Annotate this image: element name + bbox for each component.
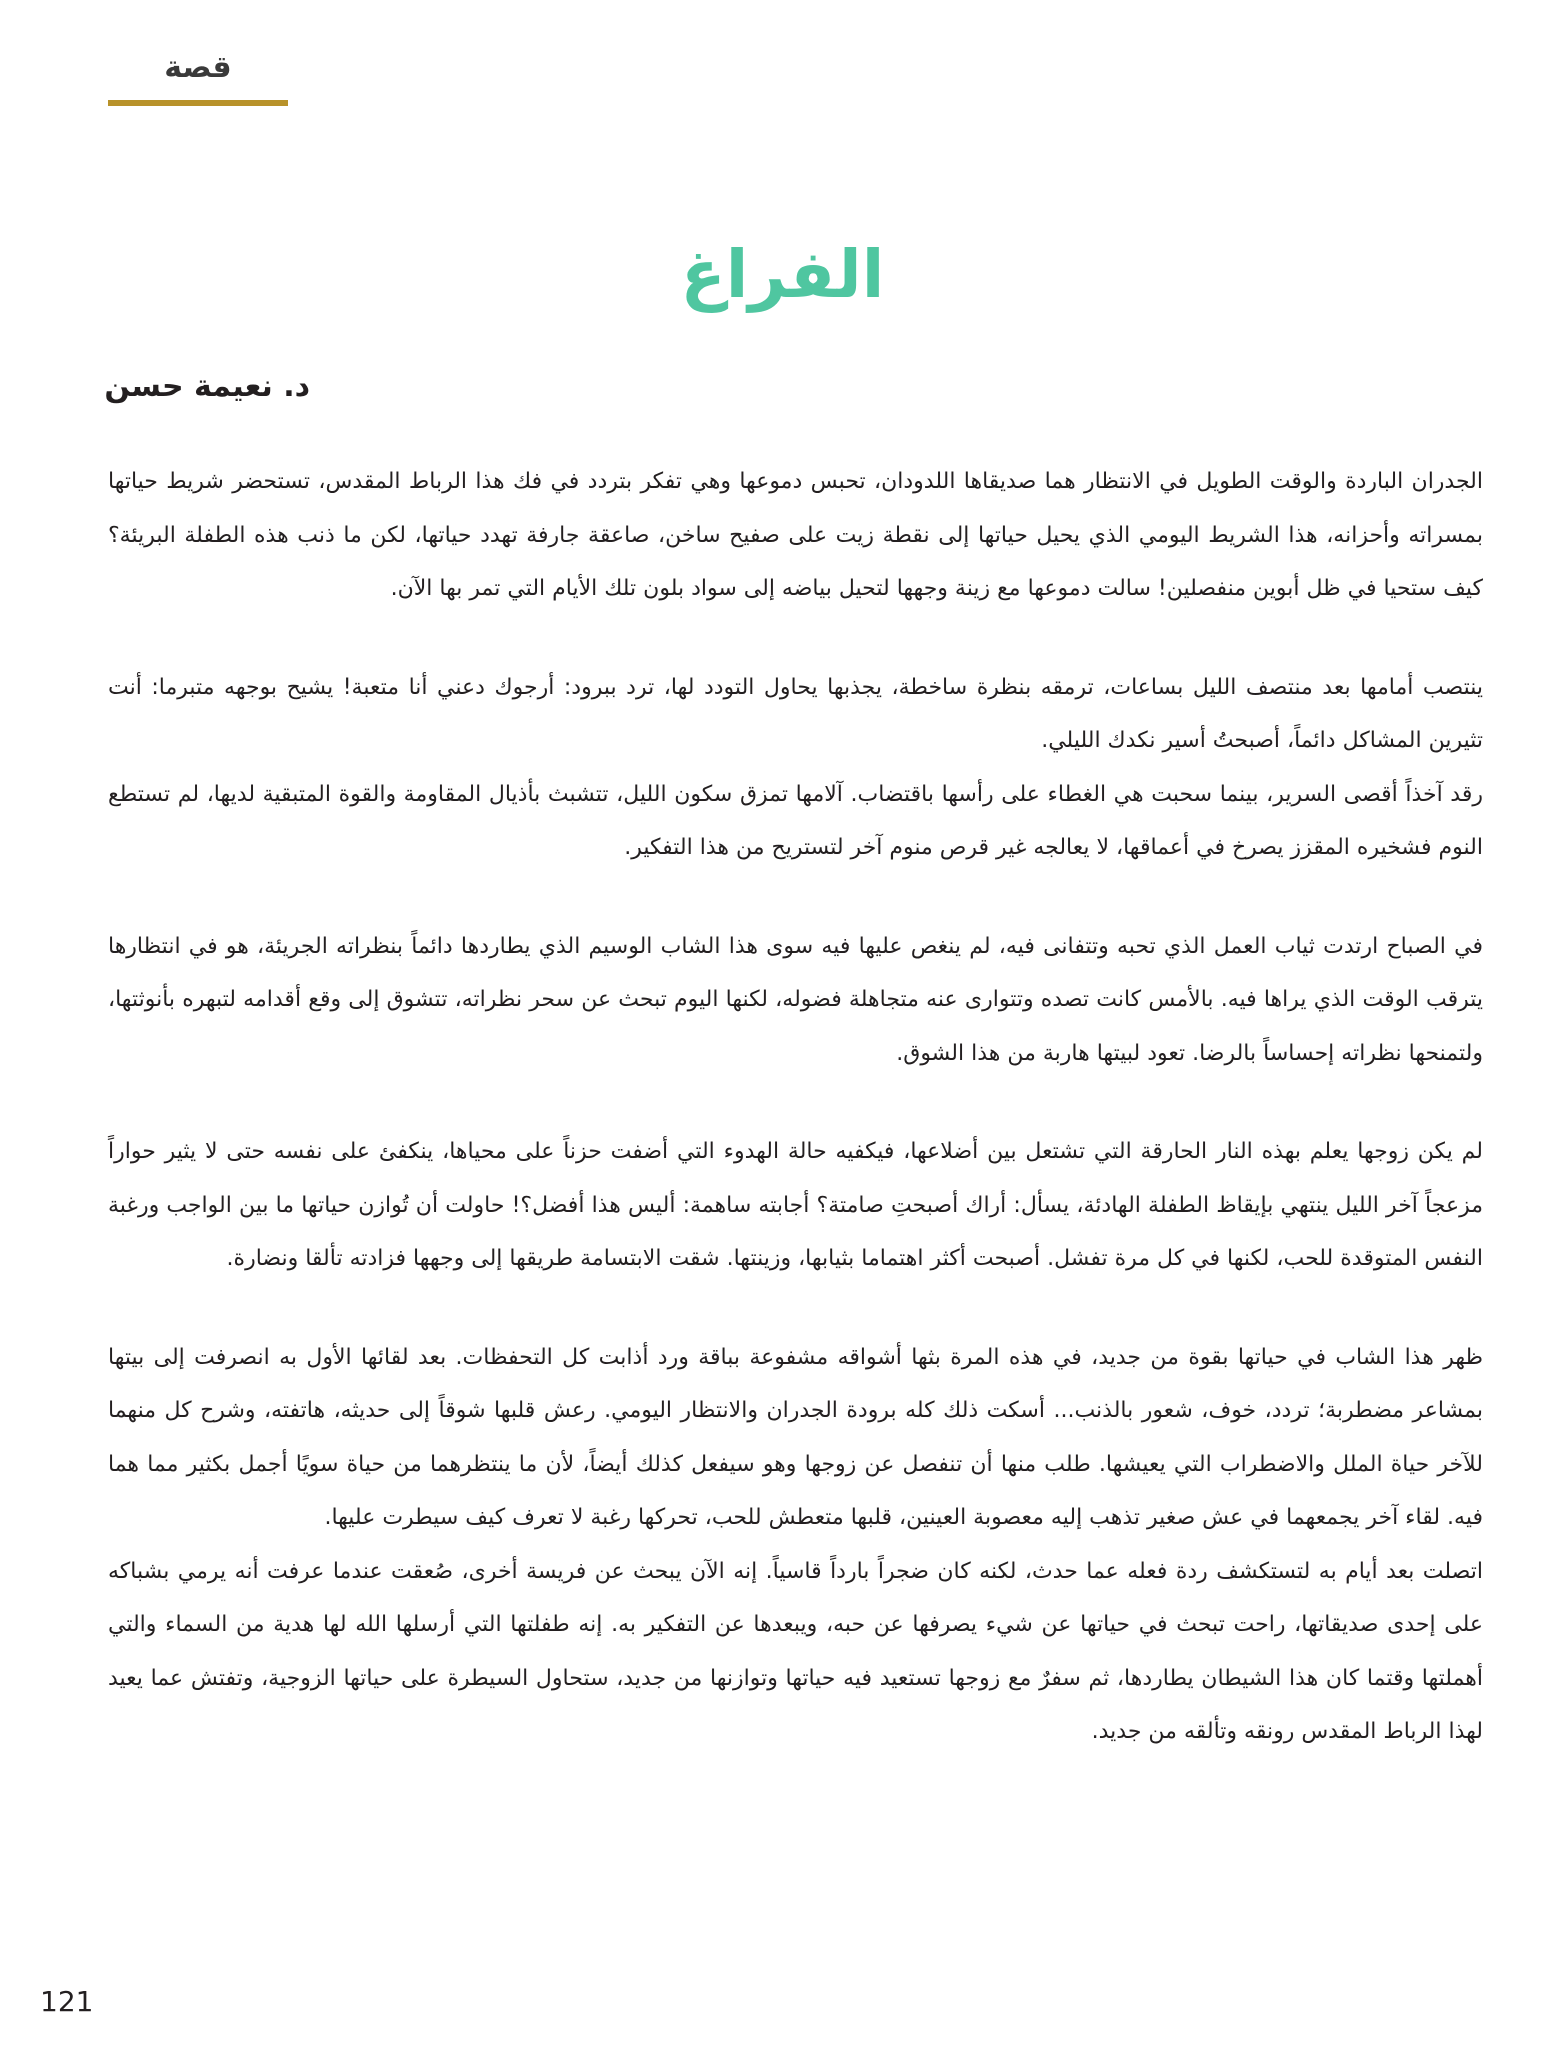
section-underline xyxy=(108,100,288,106)
story-paragraph: اتصلت بعد أيام به لتستكشف ردة فعله عما حدث، لكنه كان ضجراً بارداً قاسياً. إنه الآن يبحث عن فريسة أخرى، صُعقت عندما عرفت أنه يرمي بشباكه على إحدى صديقاتها، راحت تبحث في حياتها عن شيء يصرفها عن حبه، ويبعدها عن التفكير به. إنه طفلتها التي أرسلها الله لها هدية من السماء والتي أهملتها وقتما كان هذا الشيطان يطاردها، ثم سفرٌ مع زوجها تستعيد فيه حياتها وتوازنها من جديد، ستحاول السيطرة على حياتها الزوجية، وتفتش عما يعيد لهذا الرباط المقدس رونقه وتألقه من جديد. xyxy=(108,1558,1483,1744)
story-paragraph: لم يكن زوجها يعلم بهذه النار الحارقة التي تشتعل بين أضلاعها، فيكفيه حالة الهدوء التي أضفت حزناً على محياها، ينكفئ على نفسه حتى لا يثير حواراً مزعجاً آخر الليل ينتهي بإيقاظ الطفلة الهادئة، يسأل: أراك أصبحتِ صامتة؟ أجابته ساهمة: أليس هذا أفضل؟! حاولت أن تُوازن حياتها ما بين الواجب ورغبة النفس المتوقدة للحب، لكنها في كل مرة تفشل. أصبحت أكثر اهتماما بثيابها، وزينتها. شقت الابتسامة طريقها إلى وجهها فزادته تألقا ونضارة. xyxy=(108,1139,1483,1271)
story-paragraph: الجدران الباردة والوقت الطويل في الانتظار هما صديقاها اللدودان، تحبس دموعها وهي تفكر بتردد في فك هذا الرباط المقدس، تستحضر شريط حياتها بمسراته وأحزانه، هذا الشريط اليومي الذي يحيل حياتها إلى نقطة زيت على صفيح ساخن، صاعقة جارفة تهدد حياتها، لكن ما ذنب هذه الطفلة البريئة؟ كيف ستحيا في ظل أبوين منفصلين! سالت دموعها مع زينة وجهها لتحيل بياضه إلى سواد بلون تلك الأيام التي تمر بها الآن. xyxy=(108,469,1483,601)
story-paragraph: في الصباح ارتدت ثياب العمل الذي تحبه وتتفانى فيه، لم ينغص عليها فيه سوى هذا الشاب الوسيم الذي يطاردها دائماً بنظراته الجريئة، هو في انتظارها يترقب الوقت الذي يراها فيه. بالأمس كانت تصده وتتوارى عنه متجاهلة فضوله، لكنها اليوم تبحث عن سحر نظراته، تتشوق إلى وقع أقدامه لتبهره بأنوثتها، ولتمنحها نظراته إحساساً بالرضا. تعود لبيتها هاربة من هذا الشوق. xyxy=(108,933,1483,1066)
story-author: د. نعيمة حسن xyxy=(104,369,310,404)
story-paragraph: ينتصب أمامها بعد منتصف الليل بساعات، ترمقه بنظرة ساخطة، يجذبها يحاول التودد لها، ترد ببرود: أرجوك دعني أنا متعبة! يشيح بوجهه متبرما: أنت تثيرين المشاكل دائماً، أصبحتُ أسير نكدك الليلي. xyxy=(108,674,1483,753)
page-number: 121 xyxy=(40,1985,94,2018)
story-paragraph: رقد آخذاً أقصى السرير، بينما سحبت هي الغطاء على رأسها باقتضاب. آلامها تمزق سكون الليل، تتشبث بأذيال المقاومة والقوة المتبقية لديها، لم تستطع النوم فشخيره المقزز يصرخ في أعماقها، لا يعالجه غير قرص منوم آخر لتستريح من هذا التفكير. xyxy=(108,781,1483,860)
section-label: قصة xyxy=(164,50,232,85)
story-body xyxy=(108,455,1483,1759)
story-paragraph: ظهر هذا الشاب في حياتها بقوة من جديد، في هذه المرة بثها أشواقه مشفوعة بباقة ورد أذابت كل التحفظات. بعد لقائها الأول به انصرفت إلى بيتها بمشاعر مضطربة؛ تردد، خوف، شعور بالذنب... أسكت ذلك كله برودة الجدران والانتظار اليومي. رعش قلبها شوقاً إلى حديثه، هاتفته، وشرح كل منهما للآخر حياة الملل والاضطراب التي يعيشها. طلب منها أن تنفصل عن زوجها وهو سيفعل كذلك أيضاً، لأن ما ينتظرهما من حياة سويًا أجمل بكثير مما هما فيه. لقاء آخر يجمعهما في عش صغير تذهب إليه معصوبة العينين، قلبها متعطش للحب، تحركها رغبة لا تعرف كيف سيطرت عليها. xyxy=(108,1344,1483,1530)
story-title: الفراغ xyxy=(680,236,885,313)
